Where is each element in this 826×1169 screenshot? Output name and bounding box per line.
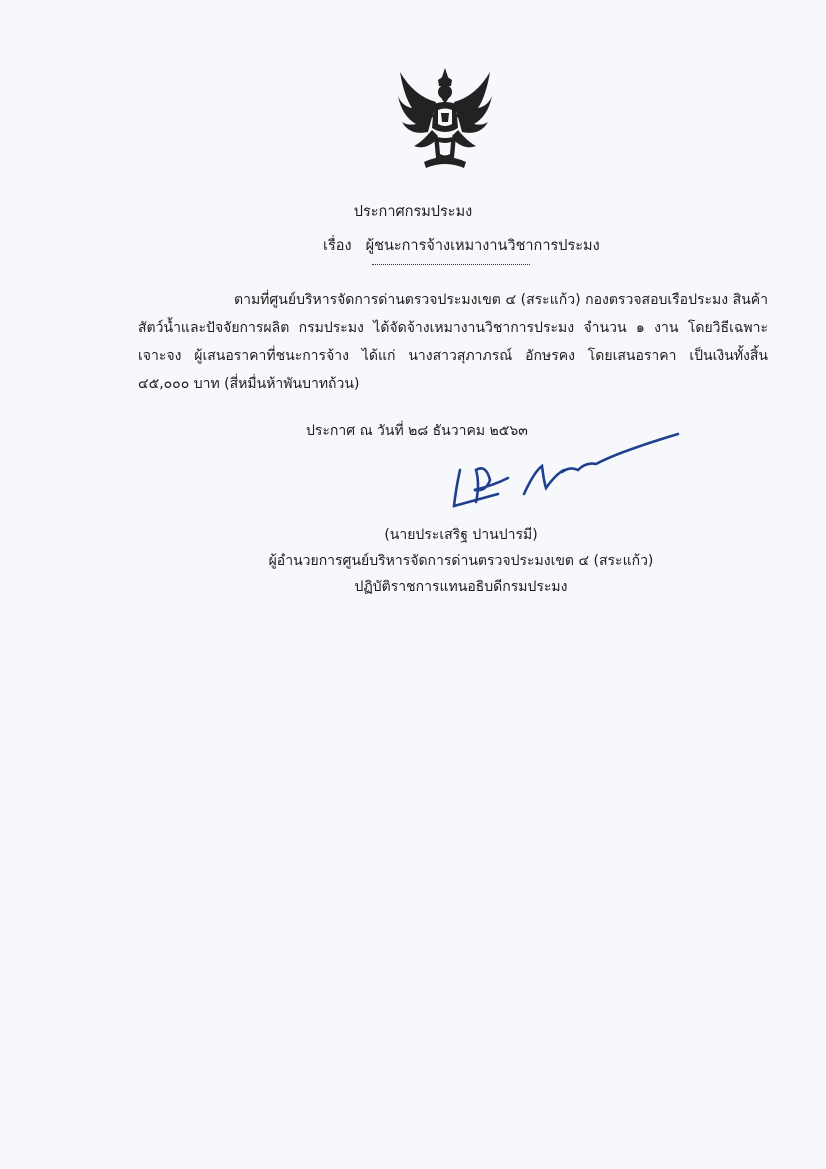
garuda-emblem-icon (394, 66, 496, 172)
title-divider (372, 264, 530, 265)
announce-date: ประกาศ ณ วันที่ ๒๘ ธันวาคม ๒๕๖๓ (306, 423, 528, 439)
handwritten-signature (446, 430, 686, 514)
subject-line (323, 234, 600, 257)
signature-block (0, 522, 826, 600)
signer-position: ผู้อำนวยการศูนย์บริหารจัดการด่านตรวจประมงเขต ๔ (สระแก้ว) (268, 553, 654, 569)
body-paragraph: ตามที่ศูนย์บริหารจัดการด่านตรวจประมงเขต ๔ (สระแก้ว) กองตรวจสอบเรือประมง สินค้าสัตว์น้ำและปัจจัยการผลิต กรมประมง ได้จัดจ้างเหมางานวิชาการประมง จำนวน ๑ งาน โดยวิธีเฉพาะเจาะจง ผู้เสนอราคาที่ชนะการจ้าง ได้แก่ นางสาวสุภาภรณ์ อักษรคง โดยเสนอราคา เป็นเงินทั้งสิ้น ๔๕,๐๐๐ บาท (สี่หมื่นห้าพันบาทถ้วน) (138, 292, 768, 392)
subject-label: เรื่อง (323, 238, 352, 254)
signer-name: (นายประเสริฐ ปานปารมี) (384, 527, 538, 543)
signer-acting: ปฏิบัติราชการแทนอธิบดีกรมประมง (354, 579, 568, 595)
body-section (138, 286, 768, 398)
subject-text: ผู้ชนะการจ้างเหมางานวิชาการประมง (365, 238, 600, 254)
document-title: ประกาศกรมประมง (353, 204, 473, 220)
